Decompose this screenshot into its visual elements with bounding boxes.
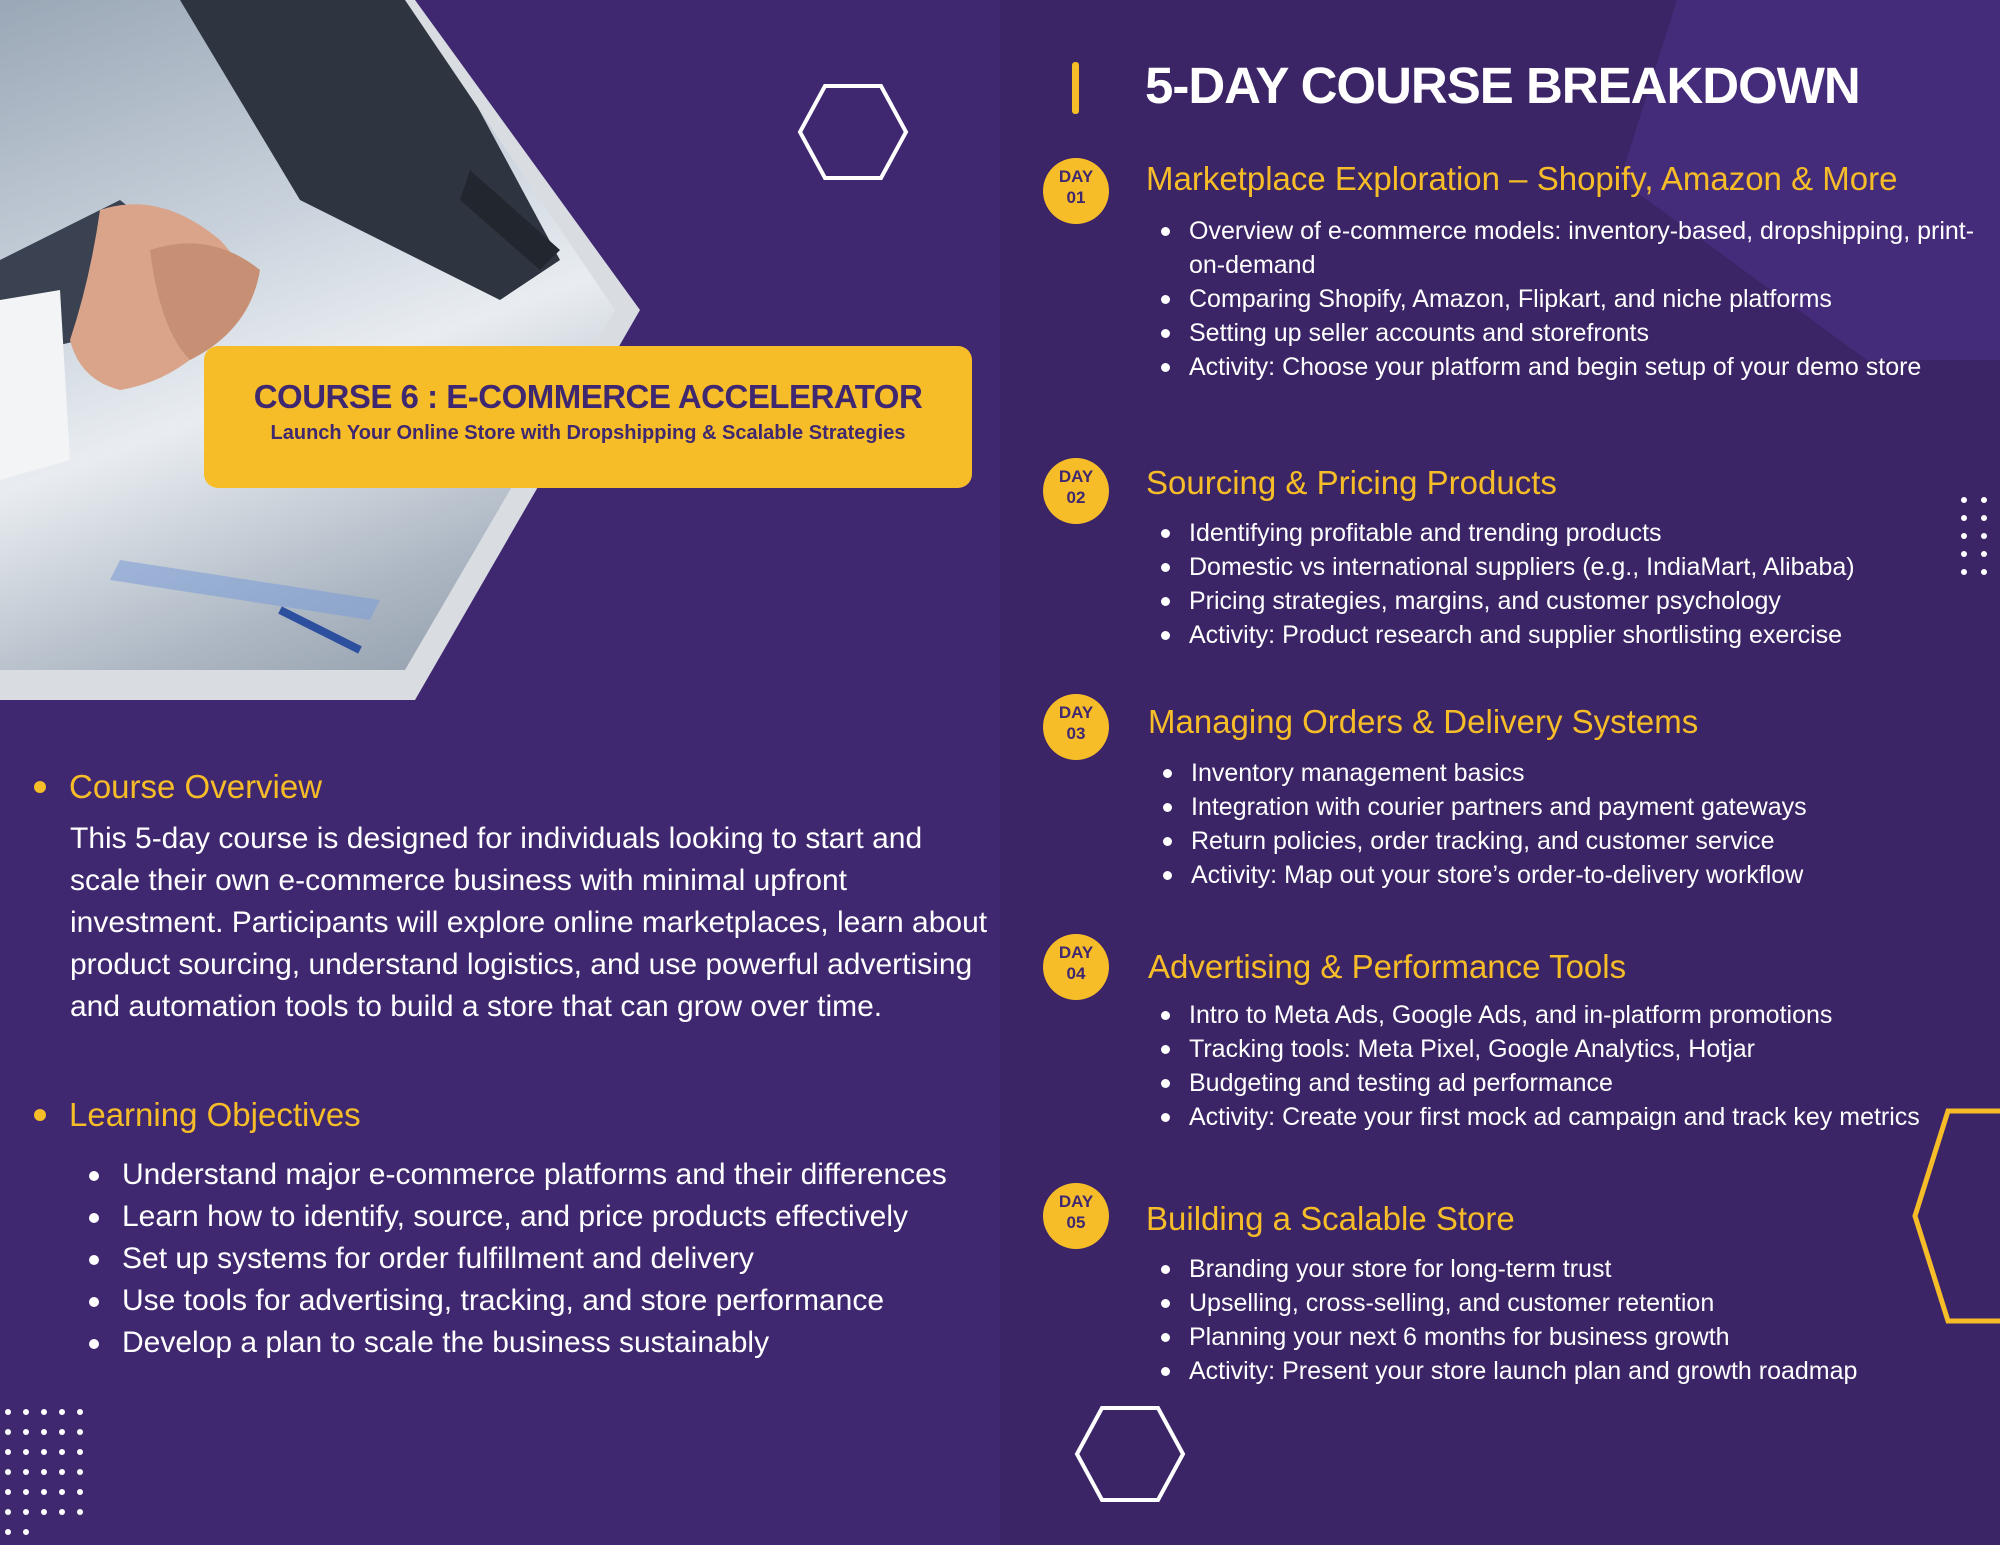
list-item: Learn how to identify, source, and price products effectively — [84, 1196, 984, 1238]
list-item: Overview of e-commerce models: inventory-based, dropshipping, print-on-demand — [1157, 214, 1987, 282]
list-item: Budgeting and testing ad performance — [1157, 1066, 1987, 1100]
objectives-list — [84, 1154, 984, 1364]
day-item-list — [1157, 1252, 1987, 1388]
list-item: Activity: Choose your platform and begin setup of your demo store — [1157, 350, 1987, 384]
day-item-list — [1157, 516, 1987, 652]
list-item: Set up systems for order fulfillment and delivery — [84, 1238, 984, 1280]
day-title: Managing Orders & Delivery Systems — [1148, 703, 1699, 740]
overview-heading: Course Overview — [34, 768, 322, 806]
list-item: Activity: Map out your store’s order-to-delivery workflow — [1159, 858, 1989, 892]
list-item: Activity: Product research and supplier shortlisting exercise — [1157, 618, 1987, 652]
course-banner — [204, 346, 972, 488]
list-item: Setting up seller accounts and storefronts — [1157, 316, 1987, 350]
list-item: Upselling, cross-selling, and customer retention — [1157, 1286, 1987, 1320]
list-item: Inventory management basics — [1159, 756, 1989, 790]
day-item-list — [1157, 214, 1987, 384]
dot-grid-icon — [2, 1408, 92, 1545]
day-badge: DAY 04 — [1043, 934, 1109, 1000]
list-item: Tracking tools: Meta Pixel, Google Analytics, Hotjar — [1157, 1032, 1987, 1066]
day-badge: DAY 01 — [1043, 158, 1109, 224]
day-badge: DAY 03 — [1043, 694, 1109, 760]
list-item: Integration with courier partners and payment gateways — [1159, 790, 1989, 824]
list-item: Intro to Meta Ads, Google Ads, and in-platform promotions — [1157, 998, 1987, 1032]
list-item: Comparing Shopify, Amazon, Flipkart, and niche platforms — [1157, 282, 1987, 316]
bullet-icon — [34, 1109, 46, 1121]
hexagon-outline-icon — [1075, 1406, 1185, 1502]
breakdown-title: 5-DAY COURSE BREAKDOWN — [1145, 57, 1860, 114]
title-accent-bar — [1072, 62, 1079, 114]
list-item: Return policies, order tracking, and customer service — [1159, 824, 1989, 858]
day-badge: DAY 05 — [1043, 1183, 1109, 1249]
day-item-list — [1157, 998, 1987, 1134]
day-title: Building a Scalable Store — [1146, 1200, 1515, 1237]
handshake-illustration — [0, 0, 620, 670]
objectives-heading: Learning Objectives — [34, 1096, 361, 1134]
list-item: Use tools for advertising, tracking, and store performance — [84, 1280, 984, 1322]
list-item: Pricing strategies, margins, and customer psychology — [1157, 584, 1987, 618]
list-item: Activity: Create your first mock ad campaign and track key metrics — [1157, 1100, 1987, 1134]
list-item: Branding your store for long-term trust — [1157, 1252, 1987, 1286]
day-title: Advertising & Performance Tools — [1148, 948, 1627, 985]
course-subtitle: Launch Your Online Store with Dropshipping & Scalable Strategies — [270, 422, 906, 444]
list-item: Activity: Present your store launch plan and growth roadmap — [1157, 1354, 1987, 1388]
list-item: Identifying profitable and trending products — [1157, 516, 1987, 550]
overview-text: This 5-day course is designed for individuals looking to start and scale their own e-commerce business with minimal upfront investment. Participants will explore online marketplaces, learn about product sourcing, understand logistics, and use powerful advertising and automation tools to build a store that can grow over time. — [70, 822, 988, 1023]
bullet-icon — [34, 781, 46, 793]
course-title: COURSE 6 : E-COMMERCE ACCELERATOR — [253, 378, 923, 415]
day-title: Marketplace Exploration – Shopify, Amazon & More — [1146, 160, 1898, 197]
day-badge: DAY 02 — [1043, 458, 1109, 524]
list-item: Domestic vs international suppliers (e.g., IndiaMart, Alibaba) — [1157, 550, 1987, 584]
list-item: Develop a plan to scale the business sustainably — [84, 1322, 984, 1364]
day-title: Sourcing & Pricing Products — [1146, 464, 1557, 501]
list-item: Understand major e-commerce platforms and their differences — [84, 1154, 984, 1196]
hexagon-outline-icon — [798, 84, 908, 180]
list-item: Planning your next 6 months for business growth — [1157, 1320, 1987, 1354]
day-item-list — [1159, 756, 1989, 892]
handshake-photo — [0, 0, 620, 670]
